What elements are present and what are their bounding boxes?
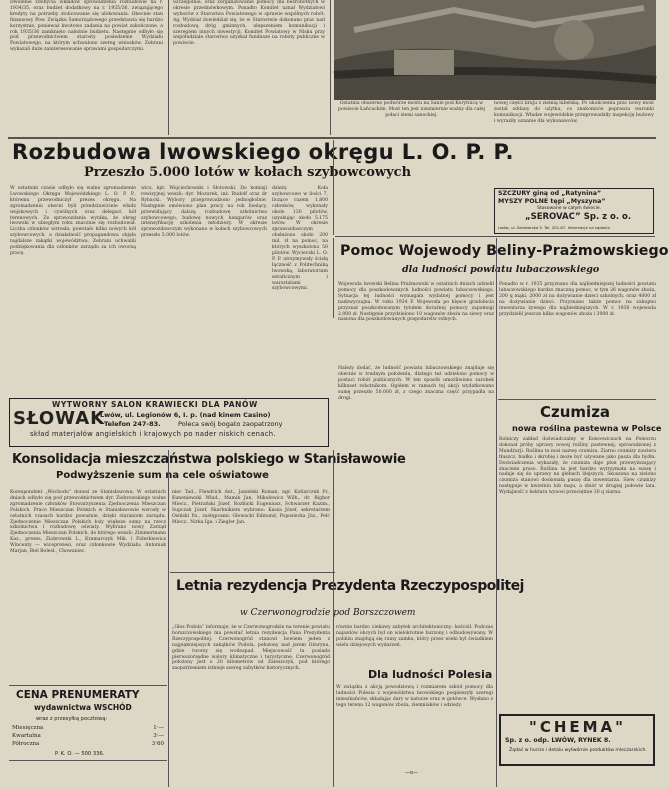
prenumerata-row-value: 3·60: [151, 741, 164, 747]
czumiza-headline: Czumiza: [540, 403, 611, 421]
divider: [9, 685, 167, 686]
stanislawow-subheadline: Podwyższenie sum na cele oświatowe: [56, 470, 269, 481]
prezydent-col1: „Głos Podola” informuje, że w Czerwonogrodzie na terenie powiatu borszczowskiego ma powstać letnia rezydencja Pana Prezydenta Rzeczypospolitej. Czerwonogród stanowi bowiem jeden z najpiękniejszych zakątków Podola, położony nad jarem Dżurynu, gdzie tworzy się wodospad. Miejscowość ta posiada pierwszorzędne walory klimatyczne i turystyczne. Czerwonogród położony jest o 20 kilometrów od Zaleszczyk, pod którego zaopatrzeniem istnieje szereg zabytków historycznych.: [172, 625, 330, 672]
divider: [333, 450, 334, 787]
main-subheadline: Przeszło 5.000 lotów w kołach szybowcowych: [84, 165, 412, 180]
szczury-line3: Stosowane w całym świecie.: [537, 206, 602, 211]
belina-col1: Wojewoda lwowski Belina Prażmowski w ostatnich dniach udzielił pomocy dla poszkodowanych ludności powiatu lubaczowskiego. Sytuacja tej ludności wymagała wydatnej pomocy i jest nadzwyczajna. W roku 1934 P. Wojewoda po klęsce gradobicia przyznał poszkodowanym tytułem doraźnej pomocy zapomogi 2.000 zł. Następnie przydzielono 10 wagonów zboża na siewy oraz nasiona dla poszkodowanych gospodarstw rolnych.: [338, 282, 494, 323]
divider: [498, 399, 656, 400]
belina-headline: Pomoc Wojewody Beliny-Prażmowskiego: [340, 243, 669, 259]
belina-col3: Należy dodać, że ludność powiatu lubaczowskiego znajduje się obecnie w trudnym położeniu, dlatego też udzielono pomocy w postaci robót publicznych. W ten sposób umożliwiono zarobek kilkuset robotnikom. Ogółem w ramach tej akcji wydatkowano sumę przeszło 50.000 zł, z czego znaczna część przypadła na drogi.: [338, 366, 494, 401]
divider: [330, 0, 331, 135]
szczury-line2: MYSZY POLNE tępi „Myszyna”: [498, 198, 606, 205]
salon-address: Lwów, ul. Legionów 6, I. p. (nad kinem Casino): [100, 411, 271, 419]
bridge-photo: [334, 0, 656, 100]
szczury-brand: „SEROVAC” Sp. z o. o.: [525, 212, 632, 222]
divider: [333, 238, 334, 318]
footer-mark: —o—: [405, 770, 419, 776]
stanislawow-col2: niec Tad., Flendrich Ant., Janiełski Roman, ngr. Kotlarczuk Fr., Kuneniewski Wład., Mamik Jan, Mikulewicz Wilh., dr. Righor Miecz., Pietrański Józef, Rozbicki Eugeniusz, Schwarzer Kazim., Supczak Józef. Skarbnikiem wybrano: Kasza Józef, sekretarzem Osiński Pa., zastępcami: Głowacki Edmund, Poposiecka Józ., Pelc Miecz., Nirka Iga. i Ziegler Jan.: [172, 490, 330, 525]
prenumerata-row-value: 1·—: [153, 725, 164, 731]
divider: [335, 236, 655, 237]
lopp-col3: dzieży. Koła szybowcowe w ilości 7, liczące razem 1.800 członków, wykonały około 130 pilotów, uzyskując około 5.175 lotów. W okresie sprawozdawczym obsłużono około 200 mil. zł na pomoc, na których wyszkolono 50 pilotów. Wycieczki L. O. P. P. utrzymywały ścisłą łączność z Politechniką lwowską, laboratorium seraficznym i warsztatami szybowcowymi.: [272, 186, 328, 292]
polesie-text: W związku z akcją powodziową i rozmiarem szkód pomocy dla ludności Polesia z województwa lwowskiego pospieszyły szeregi mieszkańców, składając dary w naturze oraz w gotówce. Wysłano z tego terenu 12 wagonów zboża, ziemniaków i odzieży.: [336, 685, 493, 708]
lopp-col2: wicz, kpt. Wojciechowski i Słotowski. Do komisji rewizyjnej weszli: dyr. Mozurek, inż. Rudolf oraz dr Rybacki. Wybory przeprowadzono jednogłośnie. Następnie omówiono plan pracy na rok bieżący, przewidujący dalszą rozbudowę szkolnictwa szybowcowego, budowę nowych hangarów oraz intensyfikację szkolenia młodzieży. W okresie sprawozdawczym wykonano w kołach szybowcowych przeszło 5.000 lotów.: [141, 186, 267, 239]
chema-company: Sp. z o. odp. LWÓW, RYNEK 8.: [505, 737, 611, 744]
prezydent-col2: równie bardzo ciekawy zabytek architektoniczny: kościół. Podczas najazdów obcych był on wielokrotnie burzony i odbudowywany. W pobliżu znajdują się ruiny zamku, który przez wieki był świadkiem wielu dziejowych wydarzeń.: [336, 625, 493, 648]
belina-col2: Ponadto w r. 1935 przyznano dla najbiedniejszej ludności powiatu lubaczowskiego bardzo znaczną pomoc, w tym 26 wagonów zboża, 200 q mąki, 2000 zł na dożywianie dzieci szkolnych, oraz 4000 zł na dożywianie dzieci. Przyznano także pomoc na zakupno inwentarza żywego dla najbiedniejszych. W r. 1936 wojewoda przydzielił jeszcze kilka wagonów zboża i 3000 zł.: [499, 282, 656, 317]
szczury-address: Lwów, ul. Senatorska 5. Tel. 201-87. Informacje na żądanie: [498, 225, 610, 230]
chema-ad: [499, 714, 655, 766]
divider: [170, 572, 335, 573]
szczury-line1: SZCZURY giną od „Ratynina”: [498, 190, 602, 197]
salon-line3: Poleca swój bogato zaopatrzony: [178, 420, 283, 428]
salon-ad: [9, 398, 329, 447]
stanislawow-headline: Konsolidacja mieszczaństwa polskiego w Stanisławowie: [12, 452, 406, 467]
polesie-headline: Dla ludności Polesia: [368, 668, 493, 681]
prenumerata-subtitle: wydawnictwa WSCHÓD: [34, 703, 132, 712]
divider: [8, 137, 656, 139]
top-col2-text: Szczególnie, oraz zorganizowanie pomocy dla bezrobotnych w okresie przednówkowym. Ponadto Komitet uznał Wydziałowi wyborów z Starostwa Powiatowego w sprawie wspólnych robót. Ag. Wydział dowiedział się, że w Starostwie dokonano prac nad rozbudową dróg gminnych, ulepszeniem komunikacji i szeregiem innych inwestycji. Komitet Powiatowy w Nisku przy współudziale starostwa uzyskał fundusze na roboty publiczne w powiecie.: [173, 0, 325, 47]
prezydent-headline: Letnia rezydencja Prezydenta Rzeczypospolitej: [176, 578, 525, 594]
prenumerata-row-label: Kwartalna: [12, 733, 41, 739]
divider: [168, 0, 169, 135]
prenumerata-row: [12, 740, 164, 748]
stanislawow-col1: Korespondent „Wschodu” donosi ze Stanisławowa: W ostatnich dniach odbyło się pod przewodnictwem dyr. Ziobrowskiego walne zgromadzenie członków Stowarzyszenia Zjednoczenia Mieszczan Polskich. Prace Mieszczan Polskich w Stanisławowie wzrosły w ostatnich czasach bardzo poważnie, dzięki staraniom zarządu. Zjednoczenie Mieszczan Polskich łoży większe sumy na rzecz szkolnictwa i rozbudowę oświaty. Wybrano nowy Zarząd Zjednoczenia Mieszczan Polskich, do którego weszli: Zimmermann Kaz., prezes, Ziobrowski L., Kramarczyk Mik. i Fiderkiewicz Wincenty — wiceprezesi, oraz członkowie Wydziału: Antoniak Marjan, Biel Bolesł., Chowaniec.: [10, 490, 166, 555]
prenumerata-rows: [12, 724, 164, 748]
prenumerata-row-label: Półroczna: [12, 741, 40, 747]
prenumerata-line: wraz z przesyłką pocztową:: [36, 716, 108, 722]
top-col4-text: nowej części kraju z ziemią lubelską. Po ukończeniu prac nowy most został oddany do użytku, co znakomicie poprawia warunki komunikacji. Władze wojewódzkie przeprowadziły inspekcję budowy i wyraziły uznanie dla wykonawców.: [494, 101, 654, 124]
divider: [9, 760, 167, 761]
czumiza-subheadline: nowa roślina pastewna w Polsce: [512, 423, 662, 433]
divider: [496, 238, 497, 787]
prenumerata-title: CENA PRENUMERATY: [16, 689, 140, 701]
prenumerata-row: [12, 732, 164, 740]
szczury-ad: [494, 188, 654, 234]
czumiza-text: Rolniczy zakład doświadczalny w Koncewiczach na Pomorzu dokonał próby uprawy nowej rośliny pastewnej, sprowadzonej z Mandżurji. Roślina ta nosi nazwę czumiza. Ziarno czumizy zawiera tłuszcz, białko i skrobię i może być używane jako pasza dla bydła. Doświadczenia wykazały, że czumiza daje plon przewyższający znacznie proso. Roślina ta jest bardzo wytrzymała na suszę i nadaje się do uprawy na glebach lżejszych. Skoszona na zielono czumiza stanowi doskonałą paszę dla inwentarza. Siew czumizy następuje w kwietniu lub maju, a zbiór w drugiej połowie lata. Wydajność z hektara wynosi przeciętnie 30 q ziarna.: [499, 437, 656, 496]
divider: [333, 140, 334, 235]
salon-line1: WYTWORNY SALON KRAWIECKI DLA PANÓW: [52, 400, 258, 409]
main-headline: Rozbudowa lwowskiego okręgu L. O. P. P.: [12, 140, 514, 164]
chema-line2: Żądać w hurcie i detalu wytwórnie produktów mleczarskich.: [509, 748, 647, 753]
top-col1-text: Dwolenie zdobycia wkładów sprowadzenia rozbudowie na r. 1934/35, oraz budżet dodatkowy na r. 1935/36, związującego kredyty na potrzeby stolicowanie się ulokowania. Obecnie stan finansowy Pow. Związku Samorządowego przedstawia się bardzo korzystnie, ponieważ kwotowo zadania na powiat zakończone, a rok 1935/36 zamknięto należnie budżetu. Następnie odbyło się pod przewodnictwem starosty posiedzenie Wydziału Powiatowego, na którym uchwalono szereg wniosków. Zebrani wykazali duże zainteresowanie sprawami gospodarczymi.: [10, 0, 163, 53]
lopp-col1: W ostatnim czasie odbyło się walne zgromadzenie Lwowskiego Okręgu Wojewódzkiego L. O. P. P., któremu przewodniczył prezes okręgu. Na zgromadzeniu obecni byli przedstawiciele władz wojskowych i cywilnych oraz delegaci kół terenowych. Ze sprawozdania wynika, że okręg lwowski w ubiegłym roku znacznie się rozbudował. Liczba członków wzrosła, powstało kilka nowych kół szybowcowych, a działalność propagandowa objęła najdalsze zakątki województwa. Zebrani uchwalili podziękowania dla członków zarządu za ich owocną pracę.: [10, 186, 136, 256]
divider: [168, 450, 169, 787]
salon-phone: Telefon 247-83.: [104, 420, 161, 428]
prenumerata-row: [12, 724, 164, 732]
belina-subheadline: dla ludności powiatu lubaczowskiego: [402, 264, 600, 275]
prezydent-subheadline: w Czerwonogrodzie pod Borszczowem: [240, 608, 416, 618]
salon-line4: skład materjałów angielskich i krajowych po nader niskich cenach.: [30, 430, 276, 438]
photo-caption: Ostatnia obszerne podwórze mostu na Sanie pod Korytnicą w powiecie Łańcuckim. Most ten jest niezmiernie ważny dla całej połaci ziemi sanockiej.: [338, 101, 485, 118]
prenumerata-pko: P. K. O. — 500 336.: [55, 751, 105, 757]
chema-brand: "CHEMA": [529, 718, 626, 736]
prenumerata-row-label: Miesięczna: [12, 725, 44, 731]
prenumerata-row-value: 3·—: [153, 733, 164, 739]
salon-name: SŁOWAK: [13, 408, 106, 429]
